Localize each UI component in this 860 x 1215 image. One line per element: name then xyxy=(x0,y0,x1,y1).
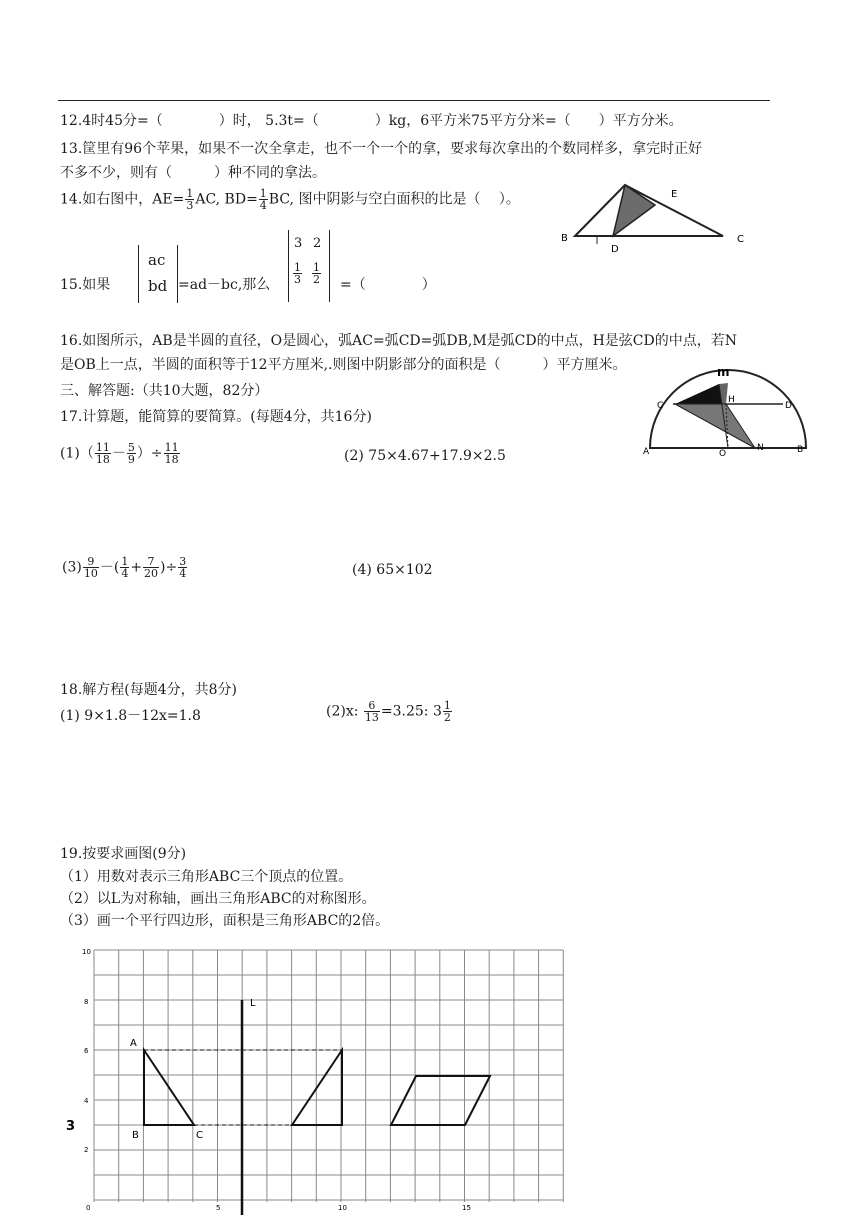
question-16-line2: 是OB上一点，半圆的面积等于12平方厘米,.则图中阴影部分的面积是（ ）平方厘米。 xyxy=(60,357,627,373)
question-15-mid: =ad－bc,那么 xyxy=(178,277,271,293)
fraction: $\frac{1}{3}$ xyxy=(186,187,194,212)
triangle-reflection xyxy=(292,1050,342,1125)
gridlines xyxy=(94,950,563,1202)
y-tick-10: 10 xyxy=(82,948,91,956)
label-B: B xyxy=(797,445,804,455)
question-12: 12.4时45分=（ ）时， 5.3t=（ ）kg，6平方米75平方分米=（ ）平方分米。 xyxy=(60,113,683,129)
question-19-title: 19.按要求画图(9分) xyxy=(60,846,187,862)
label-C: C xyxy=(657,401,664,411)
x-tick-10: 10 xyxy=(338,1204,347,1212)
question-13-line1: 13.筐里有96个苹果，如果不一次全拿走，也不一个一个的拿，要求每次拿出的个数同样多，拿完时正好 xyxy=(60,141,703,157)
x-tick-5: 5 xyxy=(216,1204,221,1212)
question-16-line1: 16.如图所示，AB是半圆的直径，O是圆心，弧AC=弧CD=弧DB,M是弧CD的中点，H是弦CD的中点，若N xyxy=(60,333,737,349)
x-tick-15: 15 xyxy=(462,1204,471,1212)
y-tick-2: 2 xyxy=(84,1146,89,1154)
header-rule xyxy=(58,100,770,101)
grid-figure xyxy=(60,940,580,1215)
question-18-title: 18.解方程(每题4分，共8分) xyxy=(60,682,238,698)
question-17-1: (1)（ $\frac{11}{18}$ － $\frac{5}{9}$ ）÷ $\frac{11}{18}$ xyxy=(60,441,179,466)
x-tick-0: 0 xyxy=(86,1204,91,1212)
question-19-3: （3）画一个平行四边形，面积是三角形ABC的2倍。 xyxy=(60,913,390,929)
section-3-heading: 三、解答题:（共10大题，82分） xyxy=(60,383,269,399)
label-E: E xyxy=(671,189,678,200)
label-L: L xyxy=(250,998,256,1009)
side-number: 3 xyxy=(66,1119,76,1134)
question-17-title: 17.计算题，能简算的要简算。(每题4分，共16分) xyxy=(60,409,372,425)
label-B: B xyxy=(132,1130,139,1141)
semicircle-figure xyxy=(635,362,825,462)
question-18-1: (1) 9×1.8－12x=1.8 xyxy=(60,708,201,724)
determinant-2: 3 2 $\frac{1}{3}$ $\frac{1}{2}$ xyxy=(288,230,330,302)
y-tick-6: 6 xyxy=(84,1047,89,1055)
label-B: B xyxy=(561,233,568,244)
label-C: C xyxy=(196,1130,203,1141)
question-15-suffix: =（ ） xyxy=(340,277,436,293)
label-A: A xyxy=(643,447,650,457)
question-14: 14.如右图中，AE= $\frac{1}{3}$ AC, BD= $\frac{1}{4}$ BC, 图中阴影与空白面积的比是（ ）。 xyxy=(60,187,520,212)
y-tick-8: 8 xyxy=(84,998,89,1006)
triangle-ABC xyxy=(144,1050,194,1125)
label-A: A xyxy=(130,1038,137,1049)
question-19-1: （1）用数对表示三角形ABC三个顶点的位置。 xyxy=(60,869,353,885)
label-D: D xyxy=(611,244,619,255)
triangle-figure xyxy=(555,178,755,258)
fraction: $\frac{1}{4}$ xyxy=(259,187,267,212)
question-17-2: (2) 75×4.67+17.9×2.5 xyxy=(344,448,506,464)
label-N: N xyxy=(757,443,764,453)
question-17-3: (3) $\frac{9}{10}$ －( $\frac{1}{4}$ + $\frac{7}{20}$ )÷ $\frac{3}{4}$ xyxy=(62,555,187,580)
label-m: m xyxy=(717,365,730,379)
label-D: D xyxy=(785,401,792,411)
question-18-2: (2)x: $\frac{6}{13}$ =3.25: 3 $\frac{1}{2}$ xyxy=(326,699,451,724)
question-13-line2: 不多不少，则有（ ）种不同的拿法。 xyxy=(60,165,326,181)
question-19-2: （2）以L为对称轴，画出三角形ABC的对称图形。 xyxy=(60,891,376,907)
y-tick-4: 4 xyxy=(84,1097,89,1105)
label-O: O xyxy=(719,449,727,459)
question-15-prefix: 15.如果 xyxy=(60,277,111,293)
label-C: C xyxy=(737,234,744,245)
label-H: H xyxy=(728,395,735,405)
question-17-4: (4) 65×102 xyxy=(352,562,433,578)
determinant-1: ac bd xyxy=(138,245,178,303)
